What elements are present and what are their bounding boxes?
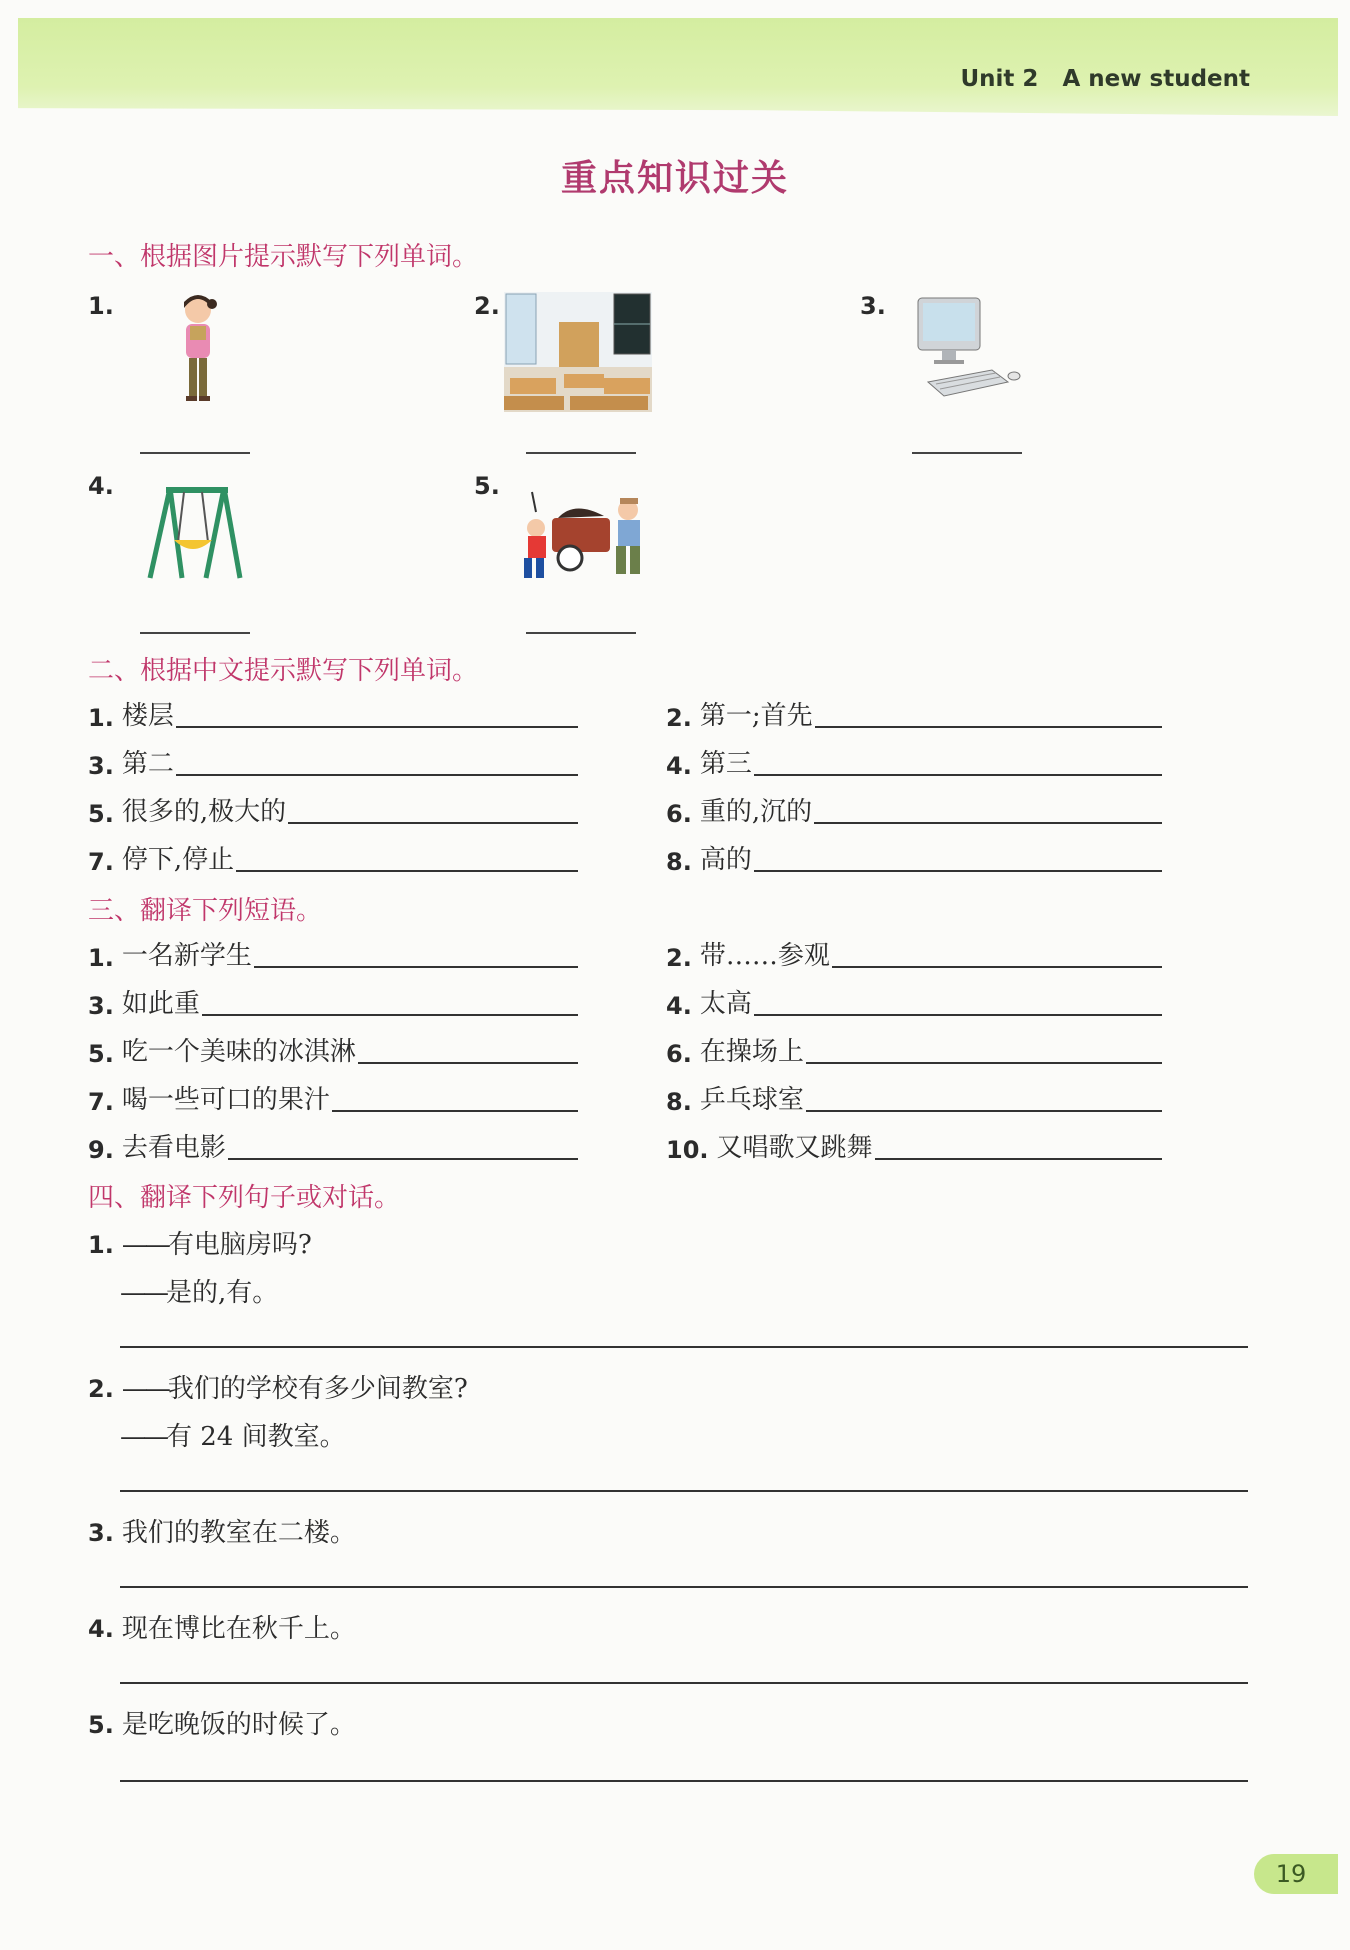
pushing-cart-icon bbox=[514, 486, 648, 582]
answer-line[interactable] bbox=[228, 1158, 578, 1160]
answer-line[interactable] bbox=[120, 1682, 1248, 1684]
phrase-row-5 bbox=[88, 1031, 578, 1068]
answer-line[interactable] bbox=[120, 1586, 1248, 1588]
word-row-5 bbox=[88, 791, 578, 828]
phrase-row-6 bbox=[666, 1031, 1162, 1068]
prompt-text: 第三 bbox=[699, 749, 752, 779]
item-number: 5. bbox=[88, 1711, 114, 1739]
swing-icon bbox=[142, 482, 246, 582]
item-number: 2. bbox=[474, 292, 500, 320]
item-number: 2. bbox=[88, 1375, 114, 1403]
phrase-row-3 bbox=[88, 983, 578, 1020]
sentence-text: 我们的教室在二楼。 bbox=[121, 1518, 356, 1548]
answer-line[interactable] bbox=[832, 966, 1162, 968]
answer-blank[interactable] bbox=[526, 632, 636, 634]
answer-line[interactable] bbox=[806, 1062, 1162, 1064]
item-number: 4. bbox=[666, 752, 692, 780]
word-row-8 bbox=[666, 839, 1162, 876]
answer-blank[interactable] bbox=[526, 452, 636, 454]
sentence-text: 是的,有。 bbox=[166, 1278, 279, 1308]
item-number: 7. bbox=[88, 1088, 114, 1116]
phrase-row-10 bbox=[666, 1127, 1162, 1164]
item-number: 10. bbox=[666, 1136, 709, 1164]
item-number: 5. bbox=[88, 800, 114, 828]
dialogue-dash: —— bbox=[121, 1374, 168, 1404]
item-number: 9. bbox=[88, 1136, 114, 1164]
item-number: 5. bbox=[474, 472, 500, 500]
item-number: 3. bbox=[88, 1519, 114, 1547]
picture-item-3 bbox=[860, 292, 1140, 462]
answer-line[interactable] bbox=[202, 1014, 578, 1016]
sentence-3 bbox=[88, 1512, 356, 1549]
section3-heading: 三、翻译下列短语。 bbox=[88, 896, 323, 926]
word-row-4 bbox=[666, 743, 1162, 780]
answer-line[interactable] bbox=[358, 1062, 578, 1064]
dialogue-dash: —— bbox=[120, 1278, 166, 1308]
section1-heading: 一、根据图片提示默写下列单词。 bbox=[88, 242, 479, 272]
answer-blank[interactable] bbox=[912, 452, 1022, 454]
answer-line[interactable] bbox=[754, 1014, 1162, 1016]
prompt-text: 很多的,极大的 bbox=[121, 797, 287, 827]
item-number: 4. bbox=[666, 992, 692, 1020]
prompt-text: 又唱歌又跳舞 bbox=[716, 1133, 873, 1163]
sentence-text: 是吃晚饭的时候了。 bbox=[121, 1710, 356, 1740]
page-title: 重点知识过关 bbox=[560, 158, 789, 199]
prompt-text: 乒乓球室 bbox=[699, 1085, 804, 1115]
item-number: 6. bbox=[666, 800, 692, 828]
item-number: 4. bbox=[88, 472, 114, 500]
prompt-text: 第一;首先 bbox=[699, 701, 813, 731]
phrase-row-7 bbox=[88, 1079, 578, 1116]
sentence-1-line-1 bbox=[88, 1224, 312, 1261]
answer-line[interactable] bbox=[754, 774, 1162, 776]
phrase-row-2 bbox=[666, 935, 1162, 972]
phrase-row-4 bbox=[666, 983, 1162, 1020]
sentence-text: 现在博比在秋千上。 bbox=[121, 1614, 356, 1644]
item-number: 8. bbox=[666, 1088, 692, 1116]
prompt-text: 停下,停止 bbox=[121, 845, 235, 875]
answer-line[interactable] bbox=[120, 1780, 1248, 1782]
item-number: 1. bbox=[88, 1231, 114, 1259]
prompt-text: 楼层 bbox=[121, 701, 174, 731]
prompt-text: 重的,沉的 bbox=[699, 797, 813, 827]
answer-line[interactable] bbox=[332, 1110, 578, 1112]
sentence-2-line-1 bbox=[88, 1368, 468, 1405]
item-number: 2. bbox=[666, 704, 692, 732]
item-number: 1. bbox=[88, 704, 114, 732]
word-row-6 bbox=[666, 791, 1162, 828]
classroom-desks-icon bbox=[504, 292, 652, 412]
unit-number: Unit 2 bbox=[960, 66, 1039, 92]
answer-line[interactable] bbox=[254, 966, 578, 968]
answer-line[interactable] bbox=[875, 1158, 1162, 1160]
word-row-7 bbox=[88, 839, 578, 876]
prompt-text: 一名新学生 bbox=[121, 941, 252, 971]
dialogue-dash: —— bbox=[120, 1422, 166, 1452]
answer-line[interactable] bbox=[176, 774, 578, 776]
prompt-text: 带……参观 bbox=[699, 941, 830, 971]
sentence-text: 有 24 间教室。 bbox=[166, 1422, 346, 1452]
item-number: 2. bbox=[666, 944, 692, 972]
item-number: 3. bbox=[860, 292, 886, 320]
unit-title: A new student bbox=[1062, 66, 1250, 92]
sentence-text: 我们的学校有多少间教室? bbox=[167, 1374, 468, 1404]
phrase-row-9 bbox=[88, 1127, 578, 1164]
word-row-1 bbox=[88, 695, 578, 732]
answer-line[interactable] bbox=[120, 1346, 1248, 1348]
answer-line[interactable] bbox=[806, 1110, 1162, 1112]
sentence-1-line-2 bbox=[120, 1272, 278, 1309]
item-number: 3. bbox=[88, 992, 114, 1020]
girl-student-icon bbox=[168, 292, 228, 412]
prompt-text: 太高 bbox=[699, 989, 752, 1019]
item-number: 1. bbox=[88, 292, 114, 320]
dialogue-dash: —— bbox=[121, 1230, 168, 1260]
item-number: 8. bbox=[666, 848, 692, 876]
prompt-text: 高的 bbox=[699, 845, 752, 875]
picture-item-5 bbox=[474, 472, 754, 642]
picture-item-1 bbox=[88, 292, 368, 462]
sentence-text: 有电脑房吗? bbox=[167, 1230, 312, 1260]
answer-line[interactable] bbox=[754, 870, 1162, 872]
prompt-text: 第二 bbox=[121, 749, 174, 779]
item-number: 1. bbox=[88, 944, 114, 972]
computer-icon bbox=[910, 292, 1030, 412]
answer-line[interactable] bbox=[176, 726, 578, 728]
answer-line[interactable] bbox=[815, 726, 1162, 728]
prompt-text: 在操场上 bbox=[699, 1037, 804, 1067]
sentence-2-line-2 bbox=[120, 1416, 346, 1453]
item-number: 3. bbox=[88, 752, 114, 780]
item-number: 4. bbox=[88, 1615, 114, 1643]
prompt-text: 喝一些可口的果汁 bbox=[121, 1085, 330, 1115]
item-number: 7. bbox=[88, 848, 114, 876]
answer-line[interactable] bbox=[814, 822, 1162, 824]
answer-blank[interactable] bbox=[140, 452, 250, 454]
answer-line[interactable] bbox=[288, 822, 578, 824]
sentence-4 bbox=[88, 1608, 356, 1645]
sentence-5 bbox=[88, 1704, 356, 1741]
phrase-row-8 bbox=[666, 1079, 1162, 1116]
word-row-3 bbox=[88, 743, 578, 780]
section2-heading: 二、根据中文提示默写下列单词。 bbox=[88, 656, 479, 686]
section4-heading: 四、翻译下列句子或对话。 bbox=[88, 1183, 401, 1213]
word-row-2 bbox=[666, 695, 1162, 732]
prompt-text: 吃一个美味的冰淇淋 bbox=[121, 1037, 356, 1067]
picture-item-4 bbox=[88, 472, 368, 642]
phrase-row-1 bbox=[88, 935, 578, 972]
item-number: 6. bbox=[666, 1040, 692, 1068]
unit-label bbox=[960, 66, 1250, 92]
answer-line[interactable] bbox=[120, 1490, 1248, 1492]
prompt-text: 如此重 bbox=[121, 989, 200, 1019]
prompt-text: 去看电影 bbox=[121, 1133, 226, 1163]
item-number: 5. bbox=[88, 1040, 114, 1068]
picture-item-2 bbox=[474, 292, 754, 462]
answer-line[interactable] bbox=[236, 870, 578, 872]
answer-blank[interactable] bbox=[140, 632, 250, 634]
page-number: 19 bbox=[1254, 1854, 1338, 1894]
